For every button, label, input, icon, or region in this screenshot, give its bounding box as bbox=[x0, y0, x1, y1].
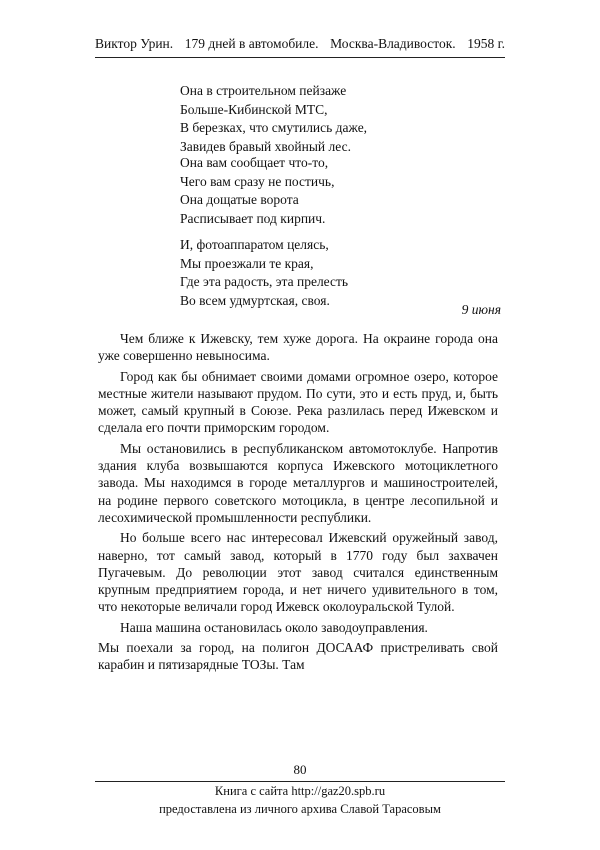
header-title: 179 дней в автомобиле. bbox=[184, 36, 319, 51]
poem-line: И, фотоаппаратом целясь, bbox=[180, 237, 329, 252]
poem-line: Где эта радость, эта прелесть bbox=[180, 274, 349, 289]
footer-divider bbox=[95, 781, 505, 782]
page-number: 80 bbox=[293, 762, 307, 777]
footer-source: Книга с сайта http://gaz20.spb.ru bbox=[214, 784, 386, 798]
prose-body bbox=[98, 330, 498, 674]
entry-date: 9 июня bbox=[461, 302, 501, 317]
poem-stanza-3 bbox=[180, 236, 348, 310]
header-year: 1958 г. bbox=[467, 36, 505, 51]
poem-line: Завидев бравый хвойный лес. bbox=[180, 138, 351, 154]
poem-line: Она дощатые ворота bbox=[180, 192, 299, 207]
poem-stanza-1 bbox=[180, 82, 367, 156]
paragraph: Город как бы обнимает своими домами огромное озеро, которое местные жители называют прудом. По сути, это и есть пруд, и, быть может, самый крупный в Союзе. Река разлилась перед Ижевском и сделала его почти приморским городом. bbox=[98, 368, 498, 436]
poem-line: Чего вам сразу не постичь, bbox=[180, 173, 335, 189]
paragraph: Но больше всего нас интересовал Ижевский оружейный завод, наверно, тот самый завод, который в 1770 году был захвачен Пугачевым. До революции этот завод считался единственным крупным предприятием города, и нет ничего удивительного в том, что некоторые величали город Ижевск околоуральской Тулой. bbox=[98, 530, 498, 615]
poem-line: Мы проезжали те края, bbox=[180, 255, 314, 271]
header-author: Виктор Урин. bbox=[95, 36, 174, 51]
poem-line: Больше-Кибинской МТС, bbox=[180, 101, 328, 117]
header-route: Москва-Владивосток. bbox=[330, 36, 456, 51]
poem-line: Она в строительном пейзаже bbox=[180, 83, 347, 98]
poem-line: Она вам сообщает что-то, bbox=[180, 155, 329, 170]
running-header bbox=[95, 36, 505, 52]
footer-credit: предоставлена из личного архива Славой Тарасовым bbox=[159, 802, 441, 816]
poem-line: Во всем удмуртская, своя. bbox=[180, 292, 330, 308]
paragraph: Мы поехали за город, на полигон ДОСААФ пристреливать свой карабин и пятизарядные ТОЗы. Там bbox=[98, 640, 498, 673]
poem-line: В березках, что смутились даже, bbox=[180, 120, 368, 135]
header-divider bbox=[95, 57, 505, 58]
poem-stanza-2 bbox=[180, 154, 334, 228]
paragraph: Мы остановились в республиканском автомотоклубе. Напротив здания клуба возвышаются корпуса Ижевского мотоциклетного завода. Мы находимся в городе металлургов и машиностроителей, на родине первого советского мотоцикла, в центре лесопильной и лесохимической промышленности республики. bbox=[98, 440, 498, 525]
paragraph: Наша машина остановилась около заводоуправления. bbox=[120, 619, 428, 635]
paragraph: Чем ближе к Ижевску, тем хуже дорога. На окраине города она уже совершенно невыносима. bbox=[98, 331, 498, 364]
poem-line: Расписывает под кирпич. bbox=[180, 210, 326, 226]
